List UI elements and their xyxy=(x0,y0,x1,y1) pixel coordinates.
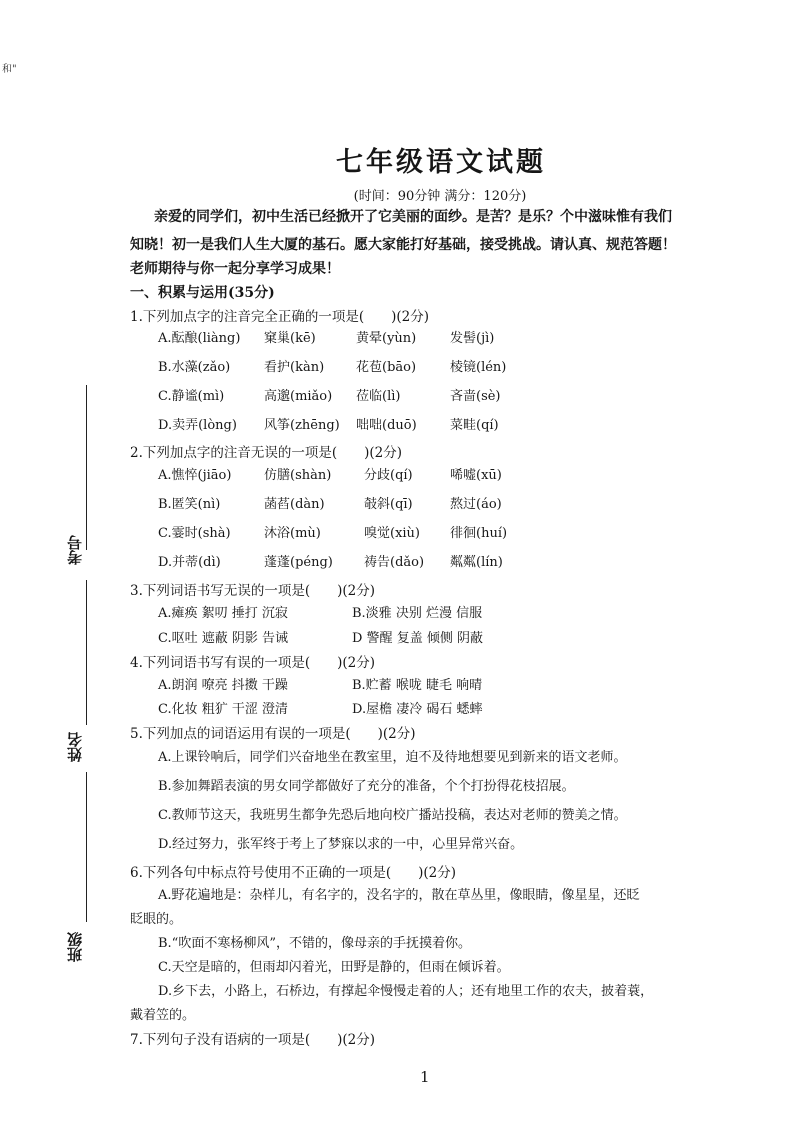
q2-d4: 粼粼(lín) xyxy=(450,555,503,570)
q3-option-c: C.呕吐 遮蔽 阴影 告诫 xyxy=(158,631,289,646)
exam-info: (时间：90分钟 满分：120分) xyxy=(353,189,527,204)
q2-c4: 徘徊(huí) xyxy=(450,526,508,541)
q1-a3: 黄晕(yùn) xyxy=(356,331,417,346)
q1-a4: 发髻(jì) xyxy=(450,331,495,346)
q1-d3: 咄咄(duō) xyxy=(356,418,417,433)
page-number: 1 xyxy=(420,1068,430,1086)
q2-c2: 沐浴(mù) xyxy=(264,526,321,541)
q5-option-d: D.经过努力，张军终于考上了梦寐以求的一中，心里异常兴奋。 xyxy=(158,837,524,852)
q1-c2: 高邈(miǎo) xyxy=(264,389,333,404)
q5-stem: 5.下列加点的词语运用有误的一项是( )(2分) xyxy=(130,726,416,742)
name-line xyxy=(86,580,87,725)
q4-option-a: A.朗润 嘹亮 抖擞 干躁 xyxy=(158,678,288,693)
q2-a2: 仿膳(shàn) xyxy=(264,468,332,483)
q6-option-d: D.乡下去，小路上，石桥边，有撑起伞慢慢走着的人；还有地里工作的农夫，披着蓑， xyxy=(158,984,654,999)
q1-b2: 看护(kàn) xyxy=(264,360,325,375)
class-line xyxy=(86,772,87,922)
q3-option-a: A.瘫痪 絮叨 捶打 沉寂 xyxy=(158,606,288,621)
section-heading: 一、积累与运用(35分) xyxy=(130,285,275,301)
q4-option-d: D.屋檐 凄冷 碣石 蟋蟀 xyxy=(352,702,483,717)
q1-c3: 莅临(lì) xyxy=(356,389,401,404)
q1-d4: 菜畦(qí) xyxy=(450,418,499,433)
q2-d3: 祷告(dǎo) xyxy=(364,555,425,570)
q5-option-c: C.教师节这天，我班男生都争先恐后地向校广播站投稿，表达对老师的赞美之情。 xyxy=(158,808,627,823)
q2-b1: B.匿笑(nì) xyxy=(158,497,221,512)
q1-stem: 1.下列加点字的注音完全正确的一项是( )(2分) xyxy=(130,309,430,325)
q2-b2: 菡萏(dàn) xyxy=(264,497,325,512)
intro-line-3: 老师期待与你一起分享学习成果！ xyxy=(130,261,340,277)
q3-option-b: B.淡雅 决别 烂漫 信服 xyxy=(352,606,483,621)
q1-d1: D.卖弄(lòng) xyxy=(158,418,237,433)
q3-stem: 3.下列词语书写无误的一项是( )(2分) xyxy=(130,583,376,599)
class-label: 班级 xyxy=(66,932,84,962)
q1-c4: 吝啬(sè) xyxy=(450,389,501,404)
q2-b4: 熬过(áo) xyxy=(450,497,502,512)
intro-line-1: 亲爱的同学们，初中生活已经掀开了它美丽的面纱。是苦？是乐？个中滋味惟有我们 xyxy=(154,209,672,225)
q1-a1: A.酝酿(liàng) xyxy=(158,331,241,346)
q2-a1: A.憔悴(jiāo) xyxy=(158,468,232,483)
q2-d2: 蓬蓬(péng) xyxy=(264,555,333,570)
exam-no-label: 考号 xyxy=(66,535,84,565)
q6-option-a: A.野花遍地是：杂样儿，有名字的，没名字的，散在草丛里，像眼睛，像星星，还眨 xyxy=(158,888,640,903)
corner-mark: 和" xyxy=(2,64,17,75)
q1-c1: C.静谧(mì) xyxy=(158,389,225,404)
exam-no-line xyxy=(86,385,87,550)
q1-b4: 棱镜(lén) xyxy=(450,360,507,375)
q5-option-a: A.上课铃响后，同学们兴奋地坐在教室里，迫不及待地想要见到新来的语文老师。 xyxy=(158,750,627,765)
q1-d2: 风筝(zhēng) xyxy=(264,418,340,433)
q7-stem: 7.下列句子没有语病的一项是( )(2分) xyxy=(130,1032,376,1048)
q3-option-d: D 警醒 复盖 倾侧 阴蔽 xyxy=(352,631,483,646)
page-title: 七年级语文试题 xyxy=(336,147,546,178)
q4-option-b: B.贮蓄 喉咙 睫毛 响晴 xyxy=(352,678,483,693)
q5-option-b: B.参加舞蹈表演的男女同学都做好了充分的准备，个个打扮得花枝招展。 xyxy=(158,779,575,794)
q2-c1: C.霎时(shà) xyxy=(158,526,231,541)
intro-line-2: 知晓！初一是我们人生大厦的基石。愿大家能打好基础，接受挑战。请认真、规范答题！ xyxy=(130,237,676,253)
q4-stem: 4.下列词语书写有误的一项是( )(2分) xyxy=(130,655,376,671)
q6-option-a-cont: 眨眼的。 xyxy=(130,912,183,927)
q2-a4: 唏嘘(xū) xyxy=(450,468,502,483)
q1-b1: B.水藻(zǎo) xyxy=(158,360,231,375)
q6-option-d-cont: 戴着笠的。 xyxy=(130,1008,196,1023)
q2-stem: 2.下列加点字的注音无误的一项是( )(2分) xyxy=(130,445,403,461)
q6-stem: 6.下列各句中标点符号使用不正确的一项是( )(2分) xyxy=(130,865,457,881)
q4-option-c: C.化妆 粗犷 干涩 澄清 xyxy=(158,702,289,717)
q1-b3: 花苞(bāo) xyxy=(356,360,417,375)
q6-option-c: C.天空是暗的，但雨却闪着光，田野是静的，但雨在倾诉着。 xyxy=(158,960,510,975)
q2-b3: 攲斜(qī) xyxy=(364,497,413,512)
q2-d1: D.并蒂(dì) xyxy=(158,555,221,570)
q2-a3: 分歧(qí) xyxy=(364,468,413,483)
q1-a2: 窠巢(kē) xyxy=(264,331,316,346)
q6-option-b: B.“吹面不寒杨柳风”，不错的，像母亲的手抚摸着你。 xyxy=(158,936,471,951)
q2-c3: 嗅觉(xiù) xyxy=(364,526,421,541)
name-label: 姓名 xyxy=(66,732,84,762)
